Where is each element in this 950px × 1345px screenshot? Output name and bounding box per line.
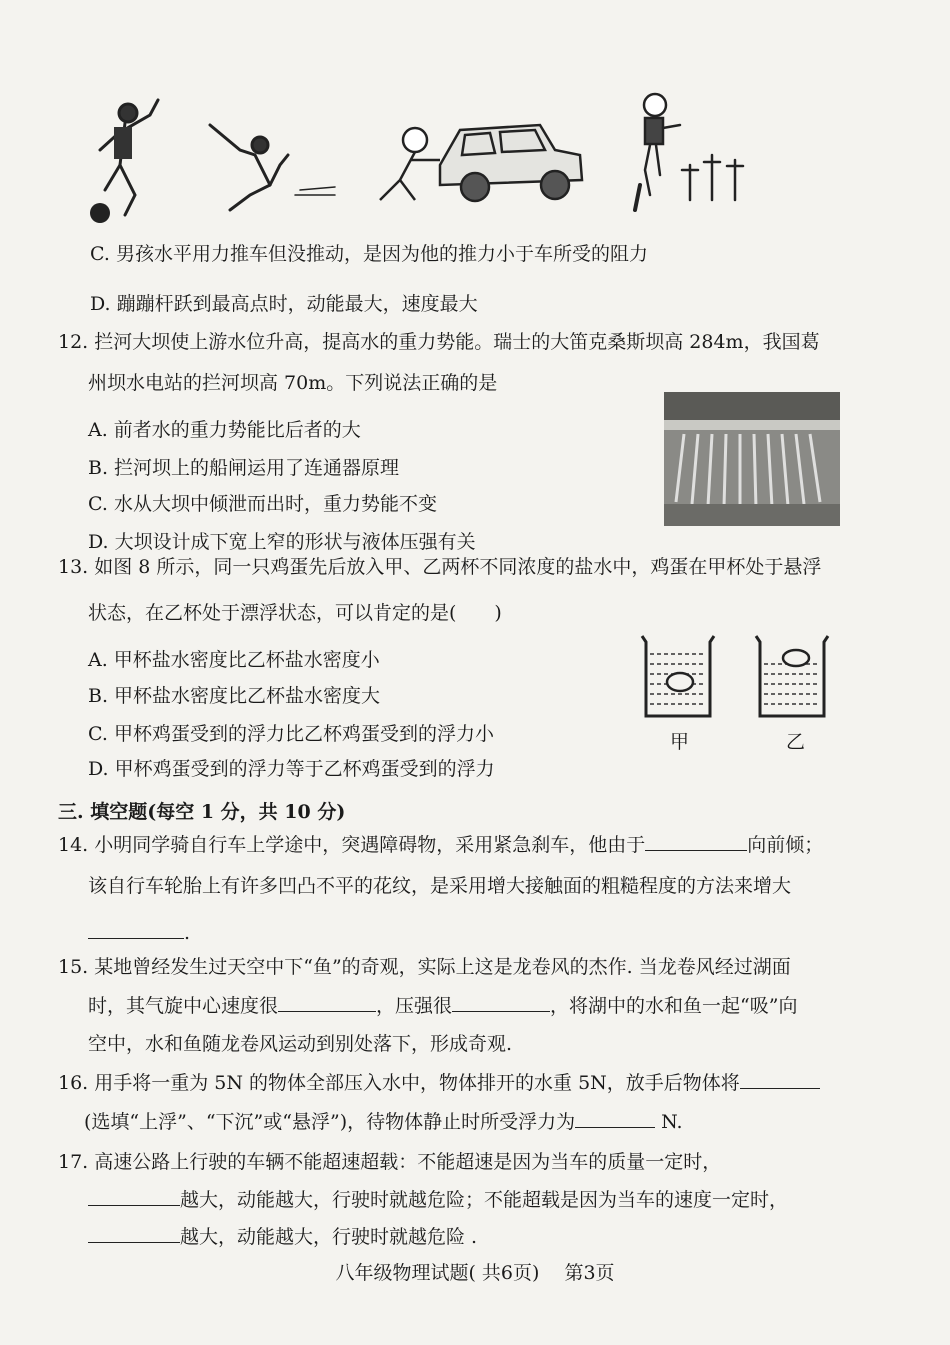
q15-line-1: 15. 某地曾经发生过天空中下“鱼”的奇观，实际上这是龙卷风的杰作. 当龙卷风经过湖面 xyxy=(58,956,791,978)
q17-line-3 xyxy=(88,1224,477,1249)
q14-blank-2[interactable] xyxy=(88,920,184,939)
q14-line-1-text: 14. 小明同学骑自行车上学途中，突遇障碍物，采用紧急刹车，他由于 xyxy=(58,834,646,856)
q15-blank-1[interactable] xyxy=(278,993,376,1012)
q15-line-2-text-a: 时，其气旋中心速度很 xyxy=(88,995,279,1017)
q17-line-3-text: 越大，动能越大，行驶时就越危险 . xyxy=(180,1226,478,1248)
beaker-jia-label: 甲 xyxy=(670,731,690,753)
boy-pushing-car-figure xyxy=(370,105,590,215)
q13-option-b: B. 甲杯盐水密度比乙杯盐水密度大 xyxy=(88,685,381,707)
q17-blank-1[interactable] xyxy=(88,1187,180,1206)
q11-option-c: C. 男孩水平用力推车但没推动，是因为他的推力小于车所受的阻力 xyxy=(90,243,648,265)
dam-photo xyxy=(664,392,840,526)
q11-option-d: D. 蹦蹦杆跃到最高点时，动能最大，速度最大 xyxy=(90,293,478,315)
q12-option-d: D. 大坝设计成下宽上窄的形状与液体压强有关 xyxy=(88,531,476,553)
q17-blank-2[interactable] xyxy=(88,1224,180,1243)
q16-line-1 xyxy=(58,1070,820,1095)
q16-line-2 xyxy=(84,1109,683,1134)
q16-line-1-text: 16. 用手将一重为 5N 的物体全部压入水中，物体排开的水重 5N，放手后物体将 xyxy=(58,1072,740,1094)
q17-line-2-text: 越大，动能越大，行驶时就越危险；不能超载是因为当车的速度一定时， xyxy=(180,1189,789,1211)
soccer-player-figure xyxy=(80,95,170,225)
q15-line-2-text-c: ，将湖中的水和鱼一起“吸”向 xyxy=(550,995,798,1017)
beaker-yi-label: 乙 xyxy=(786,731,806,753)
q12-stem-line-1: 12. 拦河大坝使上游水位升高，提高水的重力势能。瑞士的大笛克桑斯坝高 284m，我国葛 xyxy=(58,331,820,353)
q14-line-3 xyxy=(88,920,190,945)
q16-line-2-text-a: (选填“上浮”、“下沉”或“悬浮”)，待物体静止时所受浮力为 xyxy=(84,1111,576,1133)
q13-stem-line-1: 13. 如图 8 所示，同一只鸡蛋先后放入甲、乙两杯不同浓度的盐水中，鸡蛋在甲杯处于悬浮 xyxy=(58,556,822,578)
q17-line-2 xyxy=(88,1187,788,1212)
q12-option-c: C. 水从大坝中倾泄而出时，重力势能不变 xyxy=(88,493,437,515)
q14-line-1 xyxy=(58,832,823,857)
q12-option-b: B. 拦河坝上的船闸运用了连通器原理 xyxy=(88,457,400,479)
q13-option-a: A. 甲杯盐水密度比乙杯盐水密度小 xyxy=(88,649,380,671)
q12-stem-line-2: 州坝水电站的拦河坝高 70m。下列说法正确的是 xyxy=(88,372,498,394)
q14-line-3-end: . xyxy=(184,922,191,944)
section-3-title: 三. 填空题(每空 1 分，共 10 分) xyxy=(58,801,346,823)
q15-line-3: 空中，水和鱼随龙卷风运动到别处落下，形成奇观. xyxy=(88,1033,513,1055)
q13-option-c: C. 甲杯鸡蛋受到的浮力比乙杯鸡蛋受到的浮力小 xyxy=(88,723,494,745)
q12-option-a: A. 前者水的重力势能比后者的大 xyxy=(88,419,361,441)
q16-line-2-unit: N. xyxy=(661,1111,683,1133)
q15-blank-2[interactable] xyxy=(452,993,550,1012)
q15-line-2-text-b: ，压强很 xyxy=(376,995,453,1017)
beaker-yi-figure xyxy=(752,632,832,720)
q14-blank-1[interactable] xyxy=(645,832,747,851)
q14-line-1-end: 向前倾； xyxy=(747,834,824,856)
beaker-jia-figure xyxy=(638,632,718,720)
q14-line-2: 该自行车轮胎上有许多凹凸不平的花纹，是采用增大接触面的粗糙程度的方法来增大 xyxy=(88,875,792,897)
q16-blank-2[interactable] xyxy=(575,1109,655,1128)
page-footer: 八年级物理试题( 共6页) 第3页 xyxy=(335,1262,615,1284)
q13-option-d: D. 甲杯鸡蛋受到的浮力等于乙杯鸡蛋受到的浮力 xyxy=(88,758,495,780)
q17-line-1: 17. 高速公路上行驶的车辆不能超速超载：不能超速是因为当车的质量一定时， xyxy=(58,1151,722,1173)
q13-stem-line-2: 状态，在乙杯处于漂浮状态，可以肯定的是( ) xyxy=(88,602,502,624)
pogo-stick-figure xyxy=(620,90,760,215)
q15-line-2 xyxy=(88,993,797,1018)
q16-blank-1[interactable] xyxy=(740,1070,820,1089)
long-jumper-figure xyxy=(200,95,340,235)
